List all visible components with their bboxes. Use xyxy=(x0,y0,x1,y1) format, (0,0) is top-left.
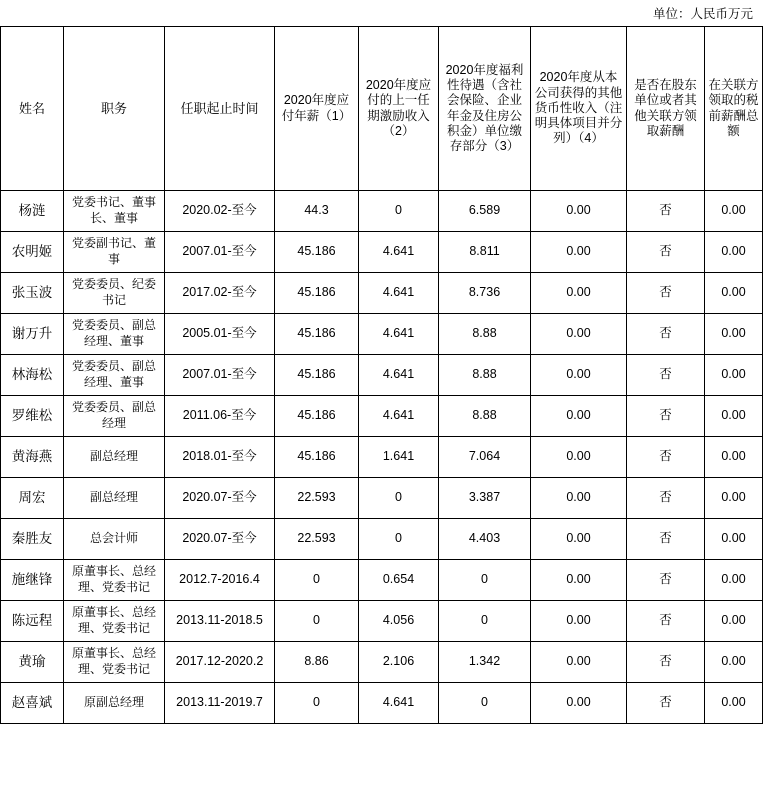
column-header-other-monetary-income: 2020年度从本公司获得的其他货币性收入（注明具体项目并分列）（4） xyxy=(531,27,627,191)
cell-other-monetary-income: 0.00 xyxy=(531,355,627,396)
cell-incentive-income: 4.056 xyxy=(359,601,439,642)
cell-post: 副总经理 xyxy=(64,437,165,478)
cell-term: 2005.01-至今 xyxy=(165,314,275,355)
cell-related-party-paid: 否 xyxy=(627,232,705,273)
cell-term: 2020.07-至今 xyxy=(165,478,275,519)
cell-related-party-paid: 否 xyxy=(627,478,705,519)
column-header-related-party-paid: 是否在股东单位或者其他关联方领取薪酬 xyxy=(627,27,705,191)
cell-name: 张玉波 xyxy=(1,273,64,314)
cell-post: 原董事长、总经理、党委书记 xyxy=(64,560,165,601)
cell-term: 2011.06-至今 xyxy=(165,396,275,437)
cell-other-monetary-income: 0.00 xyxy=(531,519,627,560)
cell-name: 谢万升 xyxy=(1,314,64,355)
cell-name: 周宏 xyxy=(1,478,64,519)
cell-welfare-benefits: 0 xyxy=(439,683,531,724)
cell-annual-salary: 0 xyxy=(275,601,359,642)
cell-other-monetary-income: 0.00 xyxy=(531,478,627,519)
cell-incentive-income: 4.641 xyxy=(359,232,439,273)
cell-welfare-benefits: 0 xyxy=(439,601,531,642)
column-header-annual-salary: 2020年度应付年薪（1） xyxy=(275,27,359,191)
table-body xyxy=(1,191,763,724)
cell-related-party-total: 0.00 xyxy=(705,232,763,273)
cell-welfare-benefits: 3.387 xyxy=(439,478,531,519)
cell-name: 施继锋 xyxy=(1,560,64,601)
cell-post: 党委委员、副总经理 xyxy=(64,396,165,437)
cell-incentive-income: 4.641 xyxy=(359,273,439,314)
cell-incentive-income: 0.654 xyxy=(359,560,439,601)
cell-name: 秦胜友 xyxy=(1,519,64,560)
cell-other-monetary-income: 0.00 xyxy=(531,601,627,642)
column-header-name: 姓名 xyxy=(1,27,64,191)
salary-table xyxy=(0,26,763,724)
cell-annual-salary: 45.186 xyxy=(275,273,359,314)
cell-name: 赵喜斌 xyxy=(1,683,64,724)
cell-other-monetary-income: 0.00 xyxy=(531,191,627,232)
cell-related-party-total: 0.00 xyxy=(705,519,763,560)
table-row xyxy=(1,355,763,396)
cell-welfare-benefits: 6.589 xyxy=(439,191,531,232)
cell-related-party-paid: 否 xyxy=(627,396,705,437)
cell-incentive-income: 4.641 xyxy=(359,396,439,437)
cell-related-party-total: 0.00 xyxy=(705,437,763,478)
cell-related-party-paid: 否 xyxy=(627,642,705,683)
cell-post: 副总经理 xyxy=(64,478,165,519)
cell-related-party-total: 0.00 xyxy=(705,683,763,724)
cell-name: 农明姬 xyxy=(1,232,64,273)
table-row xyxy=(1,683,763,724)
cell-related-party-paid: 否 xyxy=(627,560,705,601)
cell-incentive-income: 2.106 xyxy=(359,642,439,683)
cell-term: 2018.01-至今 xyxy=(165,437,275,478)
cell-welfare-benefits: 8.88 xyxy=(439,355,531,396)
cell-post: 原董事长、总经理、党委书记 xyxy=(64,601,165,642)
cell-related-party-paid: 否 xyxy=(627,273,705,314)
cell-annual-salary: 45.186 xyxy=(275,437,359,478)
cell-post: 总会计师 xyxy=(64,519,165,560)
cell-related-party-paid: 否 xyxy=(627,191,705,232)
cell-term: 2007.01-至今 xyxy=(165,232,275,273)
cell-name: 黄瑜 xyxy=(1,642,64,683)
cell-term: 2020.07-至今 xyxy=(165,519,275,560)
cell-annual-salary: 8.86 xyxy=(275,642,359,683)
column-header-related-party-total: 在关联方领取的税前薪酬总额 xyxy=(705,27,763,191)
cell-welfare-benefits: 1.342 xyxy=(439,642,531,683)
table-row xyxy=(1,642,763,683)
cell-annual-salary: 45.186 xyxy=(275,314,359,355)
table-row xyxy=(1,314,763,355)
cell-post: 党委委员、副总经理、董事 xyxy=(64,355,165,396)
cell-term: 2013.11-2018.5 xyxy=(165,601,275,642)
cell-name: 林海松 xyxy=(1,355,64,396)
cell-annual-salary: 45.186 xyxy=(275,355,359,396)
cell-welfare-benefits: 4.403 xyxy=(439,519,531,560)
cell-incentive-income: 1.641 xyxy=(359,437,439,478)
cell-welfare-benefits: 8.88 xyxy=(439,396,531,437)
cell-other-monetary-income: 0.00 xyxy=(531,232,627,273)
cell-incentive-income: 4.641 xyxy=(359,355,439,396)
cell-related-party-paid: 否 xyxy=(627,519,705,560)
cell-welfare-benefits: 8.811 xyxy=(439,232,531,273)
cell-term: 2017.12-2020.2 xyxy=(165,642,275,683)
cell-related-party-total: 0.00 xyxy=(705,314,763,355)
cell-post: 党委委员、纪委书记 xyxy=(64,273,165,314)
cell-term: 2007.01-至今 xyxy=(165,355,275,396)
column-header-post: 职务 xyxy=(64,27,165,191)
cell-incentive-income: 0 xyxy=(359,191,439,232)
cell-post: 党委书记、董事长、董事 xyxy=(64,191,165,232)
cell-term: 2013.11-2019.7 xyxy=(165,683,275,724)
table-row xyxy=(1,478,763,519)
cell-name: 黄海燕 xyxy=(1,437,64,478)
cell-incentive-income: 4.641 xyxy=(359,314,439,355)
cell-related-party-total: 0.00 xyxy=(705,560,763,601)
cell-other-monetary-income: 0.00 xyxy=(531,273,627,314)
cell-related-party-total: 0.00 xyxy=(705,642,763,683)
cell-other-monetary-income: 0.00 xyxy=(531,642,627,683)
cell-related-party-paid: 否 xyxy=(627,355,705,396)
cell-name: 罗维松 xyxy=(1,396,64,437)
cell-other-monetary-income: 0.00 xyxy=(531,396,627,437)
cell-related-party-total: 0.00 xyxy=(705,191,763,232)
cell-name: 杨涟 xyxy=(1,191,64,232)
cell-related-party-paid: 否 xyxy=(627,437,705,478)
cell-related-party-total: 0.00 xyxy=(705,273,763,314)
unit-note: 单位：人民币万元 xyxy=(652,7,753,21)
column-header-welfare-benefits: 2020年度福利性待遇（含社会保险、企业年金及住房公积金）单位缴存部分（3） xyxy=(439,27,531,191)
cell-related-party-paid: 否 xyxy=(627,314,705,355)
table-row xyxy=(1,396,763,437)
header-row xyxy=(1,27,763,191)
cell-related-party-total: 0.00 xyxy=(705,478,763,519)
cell-related-party-total: 0.00 xyxy=(705,355,763,396)
cell-related-party-paid: 否 xyxy=(627,601,705,642)
cell-welfare-benefits: 7.064 xyxy=(439,437,531,478)
cell-incentive-income: 0 xyxy=(359,519,439,560)
cell-term: 2012.7-2016.4 xyxy=(165,560,275,601)
cell-related-party-total: 0.00 xyxy=(705,601,763,642)
cell-related-party-total: 0.00 xyxy=(705,396,763,437)
cell-incentive-income: 0 xyxy=(359,478,439,519)
table-row xyxy=(1,191,763,232)
column-header-term: 任职起止时间 xyxy=(165,27,275,191)
cell-post: 原董事长、总经理、党委书记 xyxy=(64,642,165,683)
cell-annual-salary: 44.3 xyxy=(275,191,359,232)
cell-annual-salary: 0 xyxy=(275,560,359,601)
cell-post: 党委副书记、董事 xyxy=(64,232,165,273)
table-row xyxy=(1,560,763,601)
table-row xyxy=(1,437,763,478)
cell-name: 陈远程 xyxy=(1,601,64,642)
cell-welfare-benefits: 8.736 xyxy=(439,273,531,314)
cell-welfare-benefits: 0 xyxy=(439,560,531,601)
cell-other-monetary-income: 0.00 xyxy=(531,560,627,601)
cell-annual-salary: 45.186 xyxy=(275,232,359,273)
table-row xyxy=(1,232,763,273)
cell-other-monetary-income: 0.00 xyxy=(531,683,627,724)
cell-post: 原副总经理 xyxy=(64,683,165,724)
cell-annual-salary: 22.593 xyxy=(275,519,359,560)
cell-annual-salary: 45.186 xyxy=(275,396,359,437)
cell-related-party-paid: 否 xyxy=(627,683,705,724)
table-row xyxy=(1,601,763,642)
cell-annual-salary: 0 xyxy=(275,683,359,724)
cell-incentive-income: 4.641 xyxy=(359,683,439,724)
table-header xyxy=(1,27,763,191)
cell-term: 2017.02-至今 xyxy=(165,273,275,314)
column-header-incentive-income: 2020年度应付的上一任期激励收入（2） xyxy=(359,27,439,191)
cell-other-monetary-income: 0.00 xyxy=(531,437,627,478)
cell-post: 党委委员、副总经理、董事 xyxy=(64,314,165,355)
cell-other-monetary-income: 0.00 xyxy=(531,314,627,355)
cell-welfare-benefits: 8.88 xyxy=(439,314,531,355)
table-row xyxy=(1,273,763,314)
table-row xyxy=(1,519,763,560)
cell-term: 2020.02-至今 xyxy=(165,191,275,232)
cell-annual-salary: 22.593 xyxy=(275,478,359,519)
